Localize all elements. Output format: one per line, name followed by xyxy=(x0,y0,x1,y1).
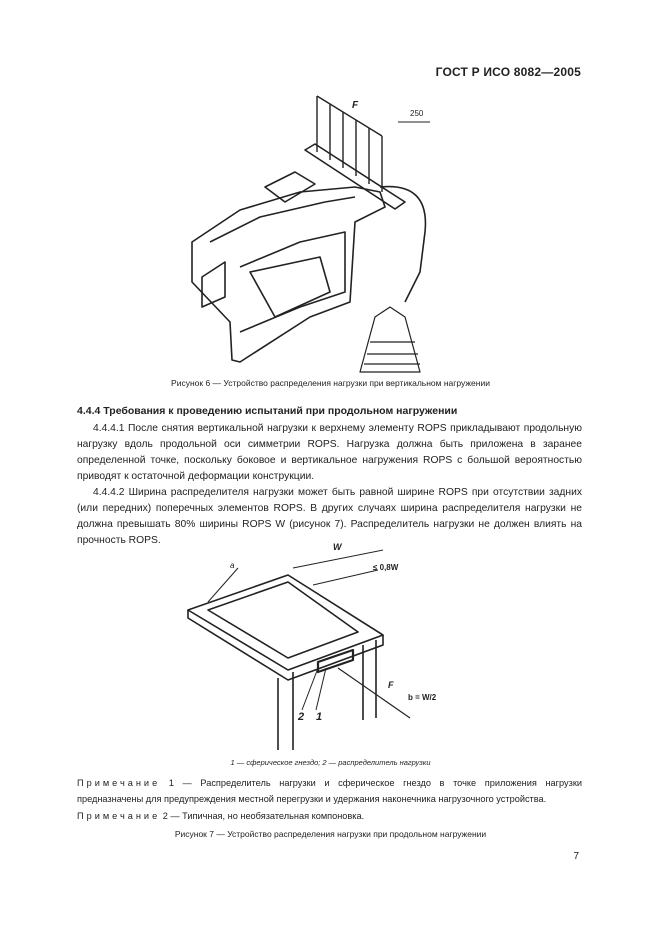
fig6-window-left xyxy=(202,262,225,307)
fig7-force-label: F xyxy=(388,680,394,690)
note-2-label: Примечание xyxy=(77,811,161,821)
fig7-item-1: 1 xyxy=(316,711,323,723)
fig7-b-label: b = W/2 xyxy=(408,693,437,702)
figure-6-caption: Рисунок 6 — Устройство распределения нагрузки при вертикальном нагружении xyxy=(171,378,490,388)
fig6-cab-outline xyxy=(192,187,385,362)
figure-7-caption: Рисунок 7 — Устройство распределения нагрузки при продольном нагружении xyxy=(174,829,487,839)
fig7-a-leader xyxy=(208,568,238,602)
note-1 xyxy=(77,775,582,807)
fig7-width-label: W xyxy=(333,542,342,552)
paragraph-4-4-4-1: 4.4.4.1 После снятия вертикальной нагрузки к верхнему элементу ROPS прикладывают продольную нагрузку вдоль продольной оси симметрии ROPS. Нагрузка должна быть приложена в заранее определенной точке, поскольку боковое и вертикальное нагружения ROPS с большой вероятностью приводят к остаточной деформации конструкции. xyxy=(77,423,582,482)
fig7-a-label: a xyxy=(230,561,235,570)
note-2-text: 2 — Типичная, но необязательная компоновка. xyxy=(160,811,365,821)
fig6-top-window xyxy=(265,172,315,202)
note-1-text: 1 — Распределитель нагрузки и сферическое гнездо в точке приложения нагрузки предназначены для предупреждения местной перегрузки и удержания наконечника нагрузочного устройства. xyxy=(77,778,582,804)
fig7-force-line xyxy=(338,668,410,718)
fig7-width-dim xyxy=(293,550,383,568)
section-heading: 4.4.4 Требования к проведению испытаний при продольном нагружении xyxy=(77,405,458,417)
figure-7-drawing xyxy=(178,540,448,752)
fig6-force-arrows xyxy=(317,96,382,192)
fig6-load-beam xyxy=(305,144,405,209)
paragraph-4-4-4-2: 4.4.4.2 Ширина распределителя нагрузки может быть равной ширине ROPS при отсутствии задних (или передних) поперечных элементов ROPS. В других случаях ширина распределителя нагрузки не должна превышать 80% ширины ROPS W (рисунок 7). Распределитель нагрузки не должен влиять на прочность ROPS. xyxy=(77,487,582,546)
fig6-stand xyxy=(360,307,420,372)
fig7-max-width-label: ≤ 0,8W xyxy=(373,563,399,572)
fig7-front-post xyxy=(278,672,293,750)
page-number: 7 xyxy=(573,851,579,862)
fig7-top-frame-inner xyxy=(208,582,358,658)
fig6-dimension-label: 250 xyxy=(410,109,424,118)
note-1-label: Примечание xyxy=(77,778,161,788)
fig7-08w-dim xyxy=(313,570,378,585)
document-header: ГОСТ Р ИСО 8082—2005 xyxy=(435,65,581,79)
fig7-item-2: 2 xyxy=(298,711,305,723)
fig6-force-label: F xyxy=(352,100,359,111)
fig6-floor-tray xyxy=(250,257,330,317)
figure-7-legend: 1 — сферическое гнездо; 2 — распределитель нагрузки xyxy=(230,758,431,767)
figure-6-drawing xyxy=(180,92,450,377)
note-2 xyxy=(77,808,582,824)
